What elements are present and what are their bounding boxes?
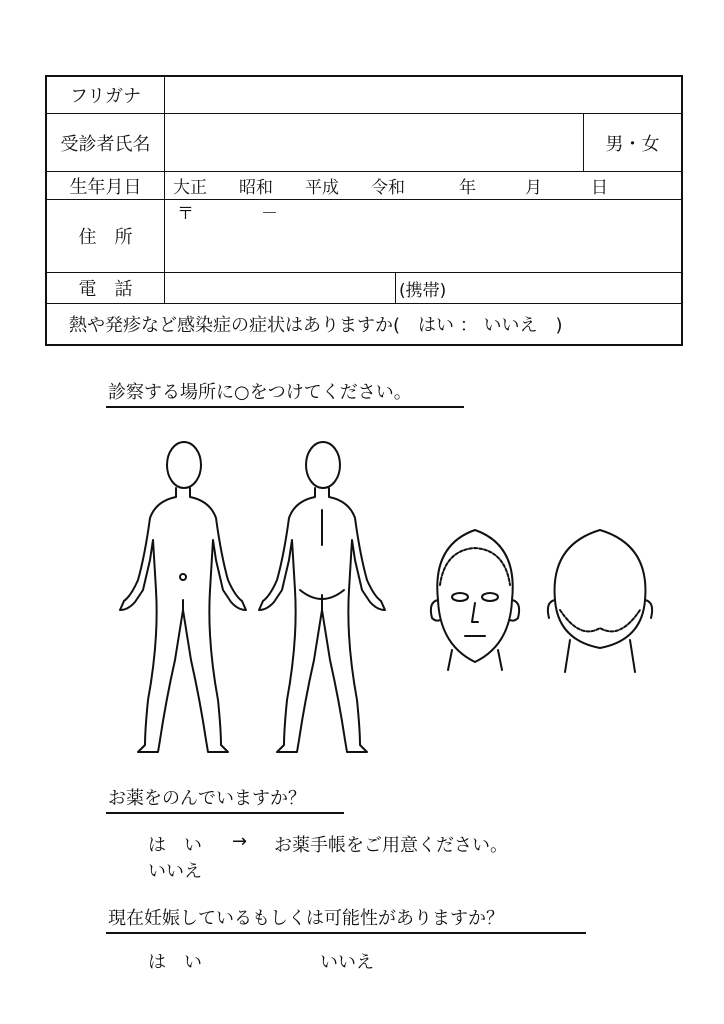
pregnancy-question-underline xyxy=(106,932,586,934)
exam-instruction-underline xyxy=(106,406,464,408)
birthdate-row xyxy=(47,172,681,200)
era-taisho[interactable]: 大正 xyxy=(173,178,207,198)
patient-info-form xyxy=(45,75,683,346)
address-row xyxy=(47,200,681,273)
pregnancy-question: 現在妊娠しているもしくは可能性がありますか？ xyxy=(108,908,504,929)
back-head-figure[interactable] xyxy=(548,530,652,672)
name-row xyxy=(47,114,681,172)
postal-mark: 〒 xyxy=(177,203,194,224)
exam-instruction: 診察する場所に○をつけてください。 xyxy=(108,382,412,403)
phone-label: 電 話 xyxy=(47,273,165,303)
furigana-label: フリガナ xyxy=(47,77,165,113)
phone-row xyxy=(47,273,681,304)
arrow-icon: → xyxy=(232,831,248,852)
year-label: 年 xyxy=(459,178,476,198)
front-head-figure[interactable] xyxy=(431,530,519,670)
infection-row xyxy=(47,304,681,344)
medicine-question-underline xyxy=(106,812,344,814)
mobile-label: (携帯) xyxy=(399,280,447,301)
sex-choice[interactable]: 男・女 xyxy=(583,114,681,171)
front-body-figure[interactable] xyxy=(120,442,246,752)
medicine-no-option[interactable]: いいえ xyxy=(148,861,202,882)
furigana-row xyxy=(47,77,681,114)
birthdate-label: 生年月日 xyxy=(47,172,165,199)
phone-divider xyxy=(395,273,396,303)
pregnancy-yes-option[interactable]: は い xyxy=(148,952,202,973)
month-label: 月 xyxy=(525,178,542,198)
back-body-figure[interactable] xyxy=(259,442,385,752)
era-reiwa[interactable]: 令和 xyxy=(371,178,405,198)
address-label: 住 所 xyxy=(47,200,165,272)
day-label: 日 xyxy=(591,178,608,198)
postal-dash: － xyxy=(261,203,278,224)
pregnancy-no-option[interactable]: いいえ xyxy=(320,952,374,973)
era-heisei[interactable]: 平成 xyxy=(305,178,339,198)
name-field[interactable] xyxy=(165,114,583,171)
phone-field[interactable] xyxy=(165,273,395,303)
medicine-question: お薬をのんでいますか？ xyxy=(108,788,306,809)
name-label: 受診者氏名 xyxy=(47,114,165,171)
medicine-yes-note: お薬手帳をご用意ください。 xyxy=(274,835,508,856)
medicine-yes-option[interactable]: は い xyxy=(148,835,202,856)
era-showa[interactable]: 昭和 xyxy=(239,178,273,198)
infection-question[interactable]: 熱や発疹など感染症の症状はありますか( はい ： いいえ ) xyxy=(69,315,563,336)
furigana-field[interactable] xyxy=(165,77,681,113)
